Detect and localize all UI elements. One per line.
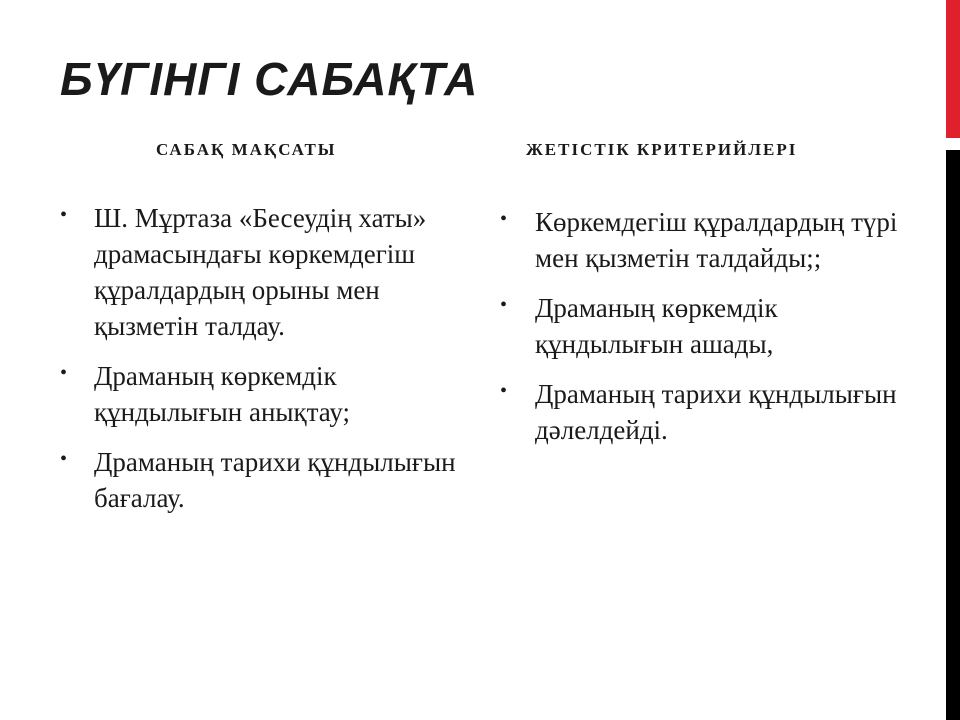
accent-bar-black — [946, 150, 960, 720]
bullet-icon: • — [60, 204, 68, 226]
bullet-icon: • — [500, 208, 508, 230]
bullet-icon: • — [500, 294, 508, 316]
list-item — [60, 444, 460, 516]
list-item — [60, 200, 460, 344]
objectives-heading: САБАҚ МАҚСАТЫ — [156, 140, 337, 159]
accent-bar-red — [946, 0, 960, 138]
list-item-text: Драманың көркемдік құндылығын анықтау; — [94, 361, 351, 427]
success-criteria-column — [500, 140, 930, 462]
list-item-text: Көркемдегіш құралдардың түрі мен қызметін талдайды;; — [535, 207, 898, 273]
list-item — [500, 290, 930, 362]
list-item — [500, 376, 930, 448]
objectives-list — [60, 200, 460, 516]
list-item-text: Драманың тарихи құндылығын дәлелдейді. — [535, 379, 897, 445]
bullet-icon: • — [500, 380, 508, 402]
objectives-column — [60, 140, 460, 530]
list-item — [60, 358, 460, 430]
list-item-text: Драманың тарихи құндылығын бағалау. — [94, 447, 456, 513]
success-criteria-heading: ЖЕТІСТІК КРИТЕРИЙЛЕРІ — [526, 140, 798, 159]
slide-title: БҮГІНГІ САБАҚТА — [60, 53, 479, 105]
success-criteria-list — [500, 204, 930, 448]
list-item — [500, 204, 930, 276]
list-item-text: Ш. Мұртаза «Бесеудің хаты» драмасындағы көркемдегіш құралдардың орыны мен қызметін талдау. — [94, 203, 427, 341]
bullet-icon: • — [60, 362, 68, 384]
list-item-text: Драманың көркемдік құндылығын ашады, — [535, 293, 778, 359]
bullet-icon: • — [60, 448, 68, 470]
